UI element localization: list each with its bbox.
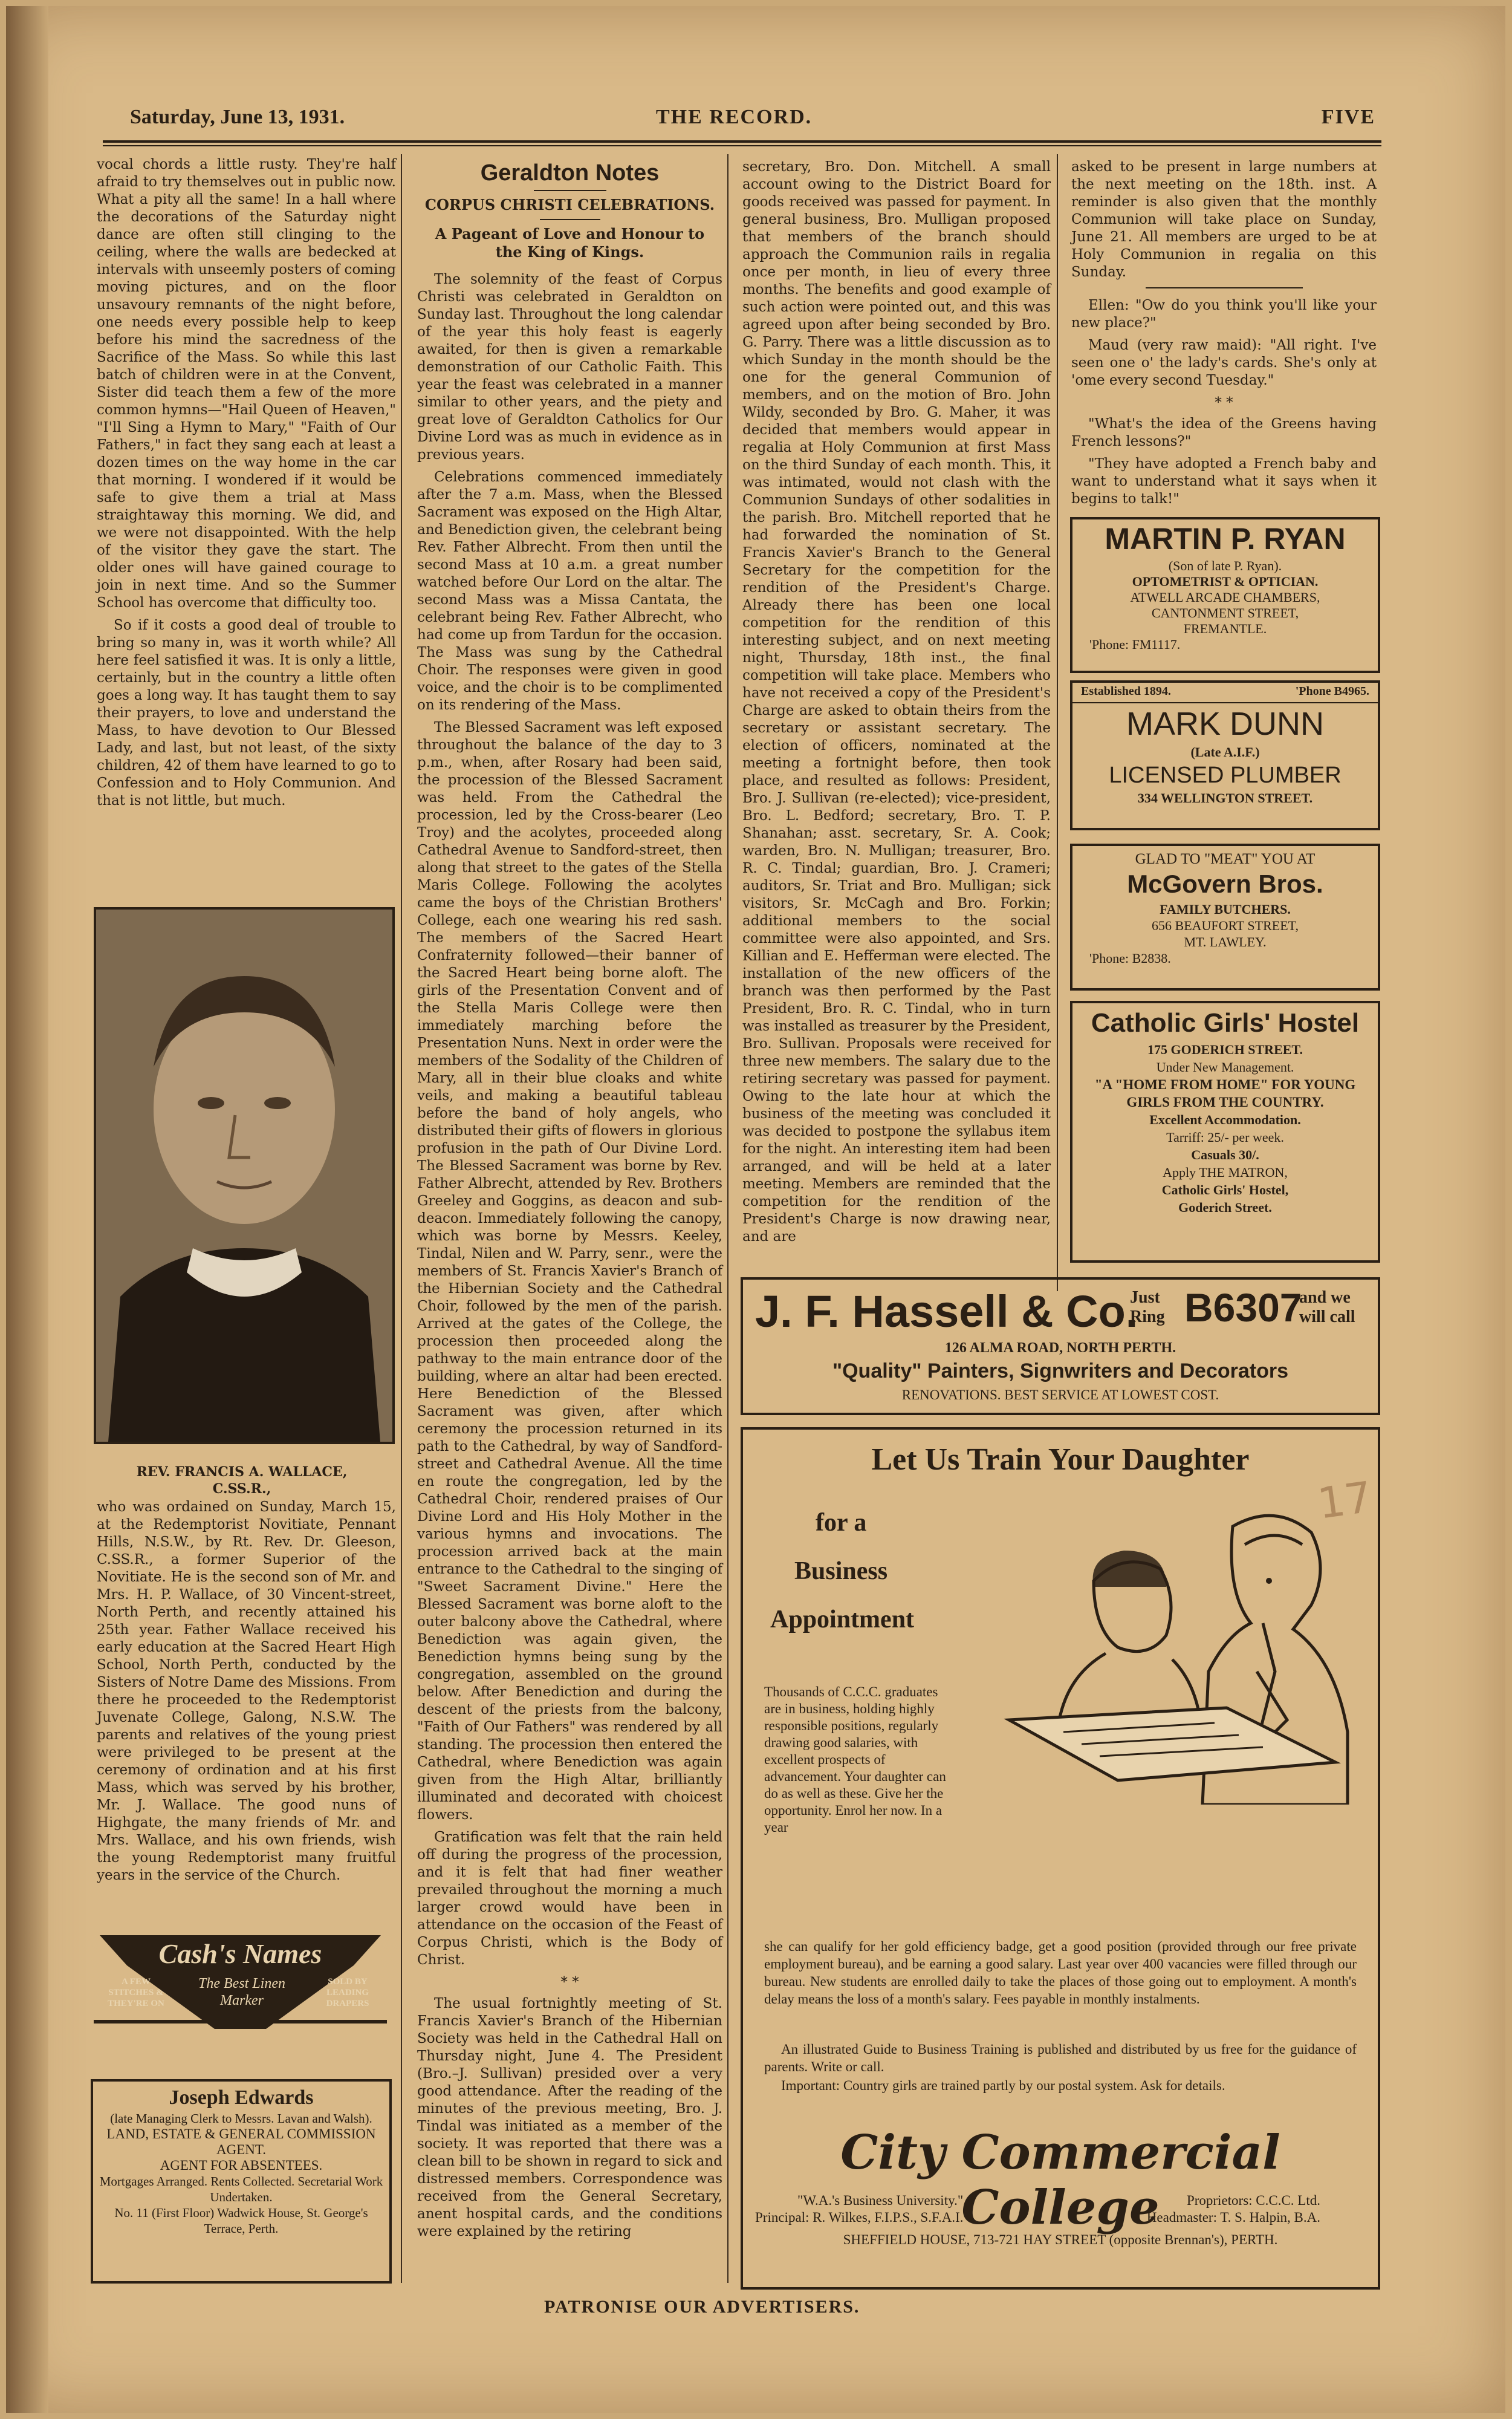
ryan-name: MARTIN P. RYAN xyxy=(1105,522,1346,556)
column-separator xyxy=(727,154,728,2283)
college-illustration-image xyxy=(973,1490,1360,1805)
ryan-line: OPTOMETRIST & OPTICIAN. xyxy=(1132,574,1319,589)
page-number: FIVE xyxy=(1321,106,1375,128)
hassell-service: RENOVATIONS. BEST SERVICE AT LOWEST COST. xyxy=(901,1387,1219,1402)
college-headmaster: Headmaster: T. S. Halpin, B.A. xyxy=(1146,2210,1320,2225)
cash-names-ad xyxy=(94,1929,387,2032)
joke-line: Maud (very raw maid): "All right. I've seen one o' the lady's cards. She's only at 'ome every second Tuesday." xyxy=(1071,337,1377,388)
hassell-ring-post: and we will call xyxy=(1299,1288,1355,1326)
article-paragraph: The solemnity of the feast of Corpus Christi was celebrated in Geraldton on Sunday last. Throughout the long calendar of the year this holy feast is eagerly awaited, for then is given a remarkable demonstration of our Catholic Faith. This year the feast was celebrated in a manner similar to other years, and the piety and great love of Geraldton Catholics for Our Divine Lord was as much in evidence as in previous years. xyxy=(417,272,722,463)
college-name: City Commercial College xyxy=(840,2125,1280,2235)
cash-brand: Cash's Names xyxy=(158,1938,322,1969)
photo-caption xyxy=(91,1463,393,1497)
column-separator xyxy=(1057,154,1058,1291)
edwards-line: Mortgages Arranged. Rents Collected. Secretarial Work Undertaken. xyxy=(99,2174,383,2204)
section-stars: * * xyxy=(560,1975,579,1990)
hostel-name: Catholic Girls' Hostel xyxy=(1091,1008,1360,1038)
college-body: she can qualify for her gold efficiency badge, get a good position (provided through our free private employment bureau), and be earning a good salary. Last year over 400 vacancies were filled through our bureau. New students are enrolled daily to take the places of those going out to employment. A month's delay means the loss of a month's salary. Fees payable in monthly instalments. xyxy=(764,1939,1357,2007)
priest-portrait-image xyxy=(96,910,392,1442)
college-guide: An illustrated Guide to Business Training is published and distributed by us free for the guidance of parents. Write or call. xyxy=(764,2042,1357,2074)
cash-right: SOLD BY LEADING DRAPERS xyxy=(326,1977,369,2008)
college-headline-2: for a xyxy=(816,1509,867,1537)
caption-name: REV. FRANCIS A. WALLACE, xyxy=(136,1464,348,1480)
hostel-line: 175 GODERICH STREET. xyxy=(1147,1042,1303,1057)
article-paragraph: Gratification was felt that the rain held off during the progress of the procession, and it is felt that had finer weather prevailed throughout the morning a much larger crowd would have been in attendance on the occasion of the Feast of Corpus Christi, which is the Body of Christ. xyxy=(417,1829,722,1968)
college-principal: Principal: R. Wilkes, F.I.P.S., S.F.A.I. xyxy=(755,2210,964,2225)
page-header xyxy=(130,106,1375,142)
column-3-text xyxy=(742,158,1051,1251)
hassell-name: J. F. Hassell & Co. xyxy=(755,1286,1138,1336)
article-subhead: A Pageant of Love and Honour to the King of Kings. xyxy=(435,225,705,261)
dunn-topline xyxy=(1072,683,1378,703)
ryan-line: (Son of late P. Ryan). xyxy=(1168,558,1282,573)
hostel-line: Apply THE MATRON, xyxy=(1163,1165,1288,1180)
column-2-text xyxy=(417,158,722,2245)
header-rule xyxy=(103,140,1381,143)
hassell-ring-pre: Just Ring xyxy=(1130,1288,1165,1326)
col1-paragraph: So if it costs a good deal of trouble to bring so many in, was it worth while? All here feel satisfied it was. It is only a little, certainly, but in the country a little often goes a long way. It has taught them to say their prayers, to love and understand the Mass, to have devotion to Our Blessed Lady, and last, but not least, of the sixty children, 42 of them have learned to go to Confession and to Holy Communion. And that is not little, but much. xyxy=(97,617,396,809)
edwards-line: AGENT FOR ABSENTEES. xyxy=(160,2158,323,2173)
edwards-ad xyxy=(91,2079,392,2284)
caption-order: C.SS.R., xyxy=(212,1481,271,1497)
hostel-line: Under New Management. xyxy=(1156,1060,1294,1075)
mcgovern-line: MT. LAWLEY. xyxy=(1184,934,1267,949)
mcgovern-name: McGovern Bros. xyxy=(1127,870,1323,898)
joke-line: "They have adopted a French baby and want to understand what it says when it begins to talk!" xyxy=(1071,456,1377,507)
hostel-line: Excellent Accommodation. xyxy=(1149,1112,1301,1127)
mcgovern-line: 656 BEAUFORT STREET, xyxy=(1152,918,1299,933)
hassell-address: 126 ALMA ROAD, NORTH PERTH. xyxy=(944,1340,1176,1356)
article-paragraph: Celebrations commenced immediately after the 7 a.m. Mass, when the Blessed Sacrament was exposed on the High Altar, and Benediction given, the celebrant being Rev. Father Albrecht. From then until the second Mass at 10 a.m. a great number watched before Our Lord on the altar. The second Mass was a Missa Cantata, the celebrant being Rev. Father Albrecht, who had come up from Tardun for the occasion. The Mass was sung by the Cathedral Choir. The responses were given in good voice, and the choir is to be complimented on its rendering of the Mass. xyxy=(417,469,722,713)
college-address: SHEFFIELD HOUSE, 713-721 HAY STREET (opposite Brennan's), PERTH. xyxy=(843,2232,1278,2247)
dunn-ad xyxy=(1070,680,1380,830)
col1-paragraph: vocal chords a little rusty. They're half afraid to try themselves out in public now. What a pity all the same! In a hall where the decorations of the Saturday night dance are often still clinging to the ceiling, where the walls are bedecked at intervals with unseemly posters of coming moving pictures, and on the floor unsavoury remnants of the night before, one needs every possible help to keep before his mind the sacredness of the Sacrifice of the Mass. So while this last batch of children were in at the Convent, Sister did teach them a few of the more common hymns—"Hail Queen of Heaven," "I'll Sing a Hymn to Mary," "Faith of Our Fathers," in fact they sang each at least a dozen times on the way home in the car that morning. I wondered if it would be safe to give them a trial at Mass straightaway this morning. We did, and we were not disappointed. With the help of the visitor they gave the start. The older ones will have gained courage to join in next time. And so the Summer School has overcome that difficulty too. xyxy=(97,157,396,611)
joke-line: "What's the idea of the Greens having French lessons?" xyxy=(1071,416,1377,449)
hostel-line: "A "HOME FROM HOME" FOR YOUNG GIRLS FROM THE COUNTRY. xyxy=(1094,1077,1356,1110)
article-title: Geraldton Notes xyxy=(480,160,660,186)
edwards-name: Joseph Edwards xyxy=(169,2086,314,2109)
joke-stars: * * xyxy=(1215,395,1233,411)
cash-left: A FEW STITCHES & THEY'RE ON xyxy=(108,1977,164,2008)
issue-date: Saturday, June 13, 1931. xyxy=(130,106,345,128)
college-headline-4: Appointment xyxy=(770,1606,915,1633)
ryan-line: CANTONMENT STREET, xyxy=(1151,605,1299,620)
title-rule xyxy=(534,190,606,191)
hostel-line: Tarriff: 25/- per week. xyxy=(1166,1130,1284,1145)
paper-name: THE RECORD. xyxy=(656,106,813,128)
college-left-text: Thousands of C.C.C. graduates are in business, holding highly responsible positions, regularly drawing good salaries, with excellent prospects of advancement. Your daughter can do as well as these. Give her the opportunity. Enrol her now. In a year xyxy=(764,1684,946,1835)
dunn-name: MARK DUNN xyxy=(1126,706,1324,742)
article-paragraph: The Blessed Sacrament was left exposed throughout the balance of the day to 3 p.m., when, after Rosary had been said, the procession of the Blessed Sacrament was held. From the Cathedral the procession, led by the Cross-bearer (Leo Troy) and the acolytes, proceeded along Cathedral Avenue to Sandford-street, then along that street to the gates of the Stella Maris College. Following the acolytes came the boys of the Christian Brothers' College, each one wearing his red sash. The members of the Sacred Heart Confraternity followed—their banner of the Sacred Heart being borne aloft. The girls of the Presentation Convent and of the Stella Maris College were then immediately marching before the Presentation Nuns. Next in order were the members of the Sodality of the Children of Mary, all in their blue cloaks and white veils, and making a beautiful tableau before the band of holy angels, who distributed their gifts of flowers in glorious profusion in the path of Our Divine Lord. The Blessed Sacrament was borne by Rev. Father Albrecht, attended by Rev. Brothers Greeley and Goggins, as deacon and sub-deacon. Immediately following the canopy, which was borne by Messrs. Keeley, Tindal, Nilen and W. Parry, senr., were the members of St. Francis Xavier's Branch of the Hibernian Society and the Cathedral Choir, followed by the men of the parish. Arrived at the gates of the College, the procession then proceeded along the pathway to the main entrance door of the building, where an altar had been erected. Here Benediction of the Blessed Sacrament was given, after which ceremony the procession returned in its path to the Cathedral, by way of Sandford-street and Cathedral Avenue. All the time en route the congregation, led by the Cathedral Choir, rendered praises of Our Divine Lord and His Holy Mother in the various hymns and invocations. The procession arrived back at the main entrance to the Cathedral to the singing of "Sweet Sacrament Divine." Here the Blessed Sacrament was borne aloft to the outer balcony above the Cathedral, where Benediction was again given, the Benediction hymns being sung by the congregation, assembled on the ground below. After Benediction and during the descent of the priests from the balcony, "Faith of Our Fathers" was rendered by all standing. The procession then entered the Cathedral, where Benediction was again given from the High Altar, brilliantly illuminated and decorated with choicest flowers. xyxy=(417,720,722,1823)
mcgovern-tagline: GLAD TO "MEAT" YOU AT xyxy=(1135,851,1316,867)
footer-slogan: PATRONISE OUR ADVERTISERS. xyxy=(544,2297,860,2317)
college-proprietors: Proprietors: C.C.C. Ltd. xyxy=(1186,2193,1320,2208)
mcgovern-ad xyxy=(1070,844,1380,991)
dunn-established: Established 1894. xyxy=(1081,685,1171,698)
column-separator xyxy=(401,154,402,2283)
college-motto: "W.A.'s Business University." xyxy=(797,2193,964,2208)
joke-rule xyxy=(1146,287,1303,288)
dunn-address: 334 WELLINGTON STREET. xyxy=(1137,790,1313,806)
column-1-text xyxy=(97,156,396,815)
dunn-phone: 'Phone B4965. xyxy=(1295,685,1369,698)
portrait-photo xyxy=(94,907,395,1444)
hassell-tagline: "Quality" Painters, Signwriters and Decorators xyxy=(832,1359,1288,1382)
college-ad xyxy=(741,1427,1380,2290)
college-important: Important: Country girls are trained partly by our postal system. Ask for details. xyxy=(781,2078,1225,2093)
bio-paragraph: who was ordained on Sunday, March 15, at the Redemptorist Novitiate, Pennant Hills, N.S.W., by Rt. Rev. Dr. Gleeson, C.SS.R., a former Superior of the Novitiate. He is the second son of Mr. and Mrs. H. P. Wallace, of 30 Vincent-street, North Perth, and recently attained his 25th year. Father Wallace received his early education at the Sacred Heart High School, North Perth, conducted by the Sisters of Notre Dame des Missions. From there he proceeded to the Redemptorist Juvenate College, Galong, N.S.W. The parents and relatives of the young priest were privileged to be present at the ceremony of ordination and at his first Mass, which was served by his brother, Mr. J. Wallace. The good nuns of Highgate, the many friends of Mr. and Mrs. Wallace, and his own friends, wish the young Redemptorist many fruitful years in the service of the Church. xyxy=(97,1499,396,1883)
ryan-line: ATWELL ARCADE CHAMBERS, xyxy=(1130,590,1320,605)
edwards-line: No. 11 (First Floor) Wadwick House, St. George's Terrace, Perth. xyxy=(114,2206,368,2236)
mcgovern-phone: 'Phone: B2838. xyxy=(1089,951,1171,966)
header-rule-thin xyxy=(103,145,1381,146)
article-paragraph: secretary, Bro. Don. Mitchell. A small account owing to the District Board for goods received was passed for payment. In general business, Bro. Mulligan proposed that members of the branch should approach the Communion rails in regalia once per month, in lieu of every three months. The benefits and good example of such action were pointed out, and this was agreed upon after being seconded by Bro. G. Parry. There was a little discussion as to which Sunday in the month should be the one for the general Communion of members, and on the motion of Bro. John Wildy, seconded by Bro. G. Maher, it was decided that members would appear in regalia at Holy Communion at first Mass on the third Sunday of each month. This, it was intimated, would not clash with the Communion Sundays of other sodalities in the parish. Bro. Mitchell reported that he had forwarded the nomination of St. Francis Xavier's Branch to the General Secretary for the competition for the rendition of the President's Charge. Already there has been one local competition for the rendition of this interesting subject, and on next meeting night, Thursday, 18th inst., the final competition will take place. Members who have not received a copy of the President's Charge are asked to obtain theirs from the secretary or assistant secretary. The election of officers, nominated at the meeting a fortnight before, then took place, and resulted as follows: President, Bro. J. Sullivan (re-elected); vice-president, Bro. L. Bedford; secretary, Bro. T. P. Shanahan; asst. secretary, Sr. A. Cook; warden, Bro. N. Mulligan; treasurer, Bro. R. C. Tindal; guardian, Bro. J. Crameri; auditors, Sr. Triat and Bro. Mulligan; sick visitors, Sr. McCagh and Bro. Forkin; additional members to the social committee were also appointed, and Srs. Killian and E. Hefferman were elected. The installation of the new officers of the branch was then performed by the Past President, Bro. R. C. Tindal, who in turn was installed as treasurer by the President, Bro. Sullivan. Proposals were received for three new members. The salary due to the retiring secretary was passed for payment. Owing to the late hour at which the business of the meeting was concluded it was decided to postpone the syllabus item for the night. An interesting item had been arranged, and will be held at a later meeting. Members are reminded that the competition for the rendition of the President's Charge is now drawing near, and are xyxy=(742,159,1051,1245)
ryan-ad xyxy=(1070,517,1380,673)
ryan-phone: 'Phone: FM1117. xyxy=(1089,637,1181,652)
bio-text xyxy=(97,1499,396,1889)
joke-line: Ellen: "Ow do you think you'll like your new place?" xyxy=(1071,298,1377,331)
edwards-line: LAND, ESTATE & GENERAL COMMISSION AGENT. xyxy=(106,2126,376,2157)
article-paragraph: asked to be present in large numbers at the next meeting on the 18th. inst. A reminder is also given that the monthly Communion will take place on Sunday, June 21. All members are urged to be at Holy Communion in regalia on this Sunday. xyxy=(1071,159,1377,280)
subtitle-rule xyxy=(540,219,600,220)
college-headline-3: Business xyxy=(794,1557,888,1585)
hostel-line: Goderich Street. xyxy=(1178,1200,1272,1215)
article-subtitle: CORPUS CHRISTI CELEBRATIONS. xyxy=(424,196,715,213)
pencil-annotation: 17 xyxy=(1314,1472,1375,1529)
dunn-late: (Late A.I.F.) xyxy=(1190,744,1260,760)
edwards-line: (late Managing Clerk to Messrs. Lavan and Walsh). xyxy=(110,2111,372,2126)
cash-middle: The Best Linen Marker xyxy=(198,1976,285,2008)
dunn-trade: LICENSED PLUMBER xyxy=(1109,763,1342,788)
binding-spine xyxy=(6,6,48,2413)
article-paragraph: The usual fortnightly meeting of St. Francis Xavier's Branch of the Hibernian Society was held in the Cathedral Hall on Thursday night, June 4. The President (Bro.–J. Sullivan) presided over a very good attendance. After the reading of the minutes of the previous meeting, Bro. J. Tindal was initiated as a member of the society. It was reported that there was a clean bill to be shown in regard to sick and distressed members. Correspondence was received from the General Secretary, anent hospital cards, and the conditions were explained by the retiring xyxy=(417,1996,722,2239)
hassell-number: B6307 xyxy=(1184,1285,1302,1330)
column-4-text xyxy=(1071,158,1377,513)
hostel-line: Catholic Girls' Hostel, xyxy=(1161,1182,1289,1197)
college-headline: Let Us Train Your Daughter xyxy=(871,1442,1250,1477)
hostel-ad xyxy=(1070,1001,1380,1263)
hostel-line: Casuals 30/. xyxy=(1191,1147,1259,1162)
ryan-line: FREMANTLE. xyxy=(1183,621,1267,636)
hassell-ad xyxy=(741,1277,1380,1415)
mcgovern-line: FAMILY BUTCHERS. xyxy=(1160,902,1291,917)
